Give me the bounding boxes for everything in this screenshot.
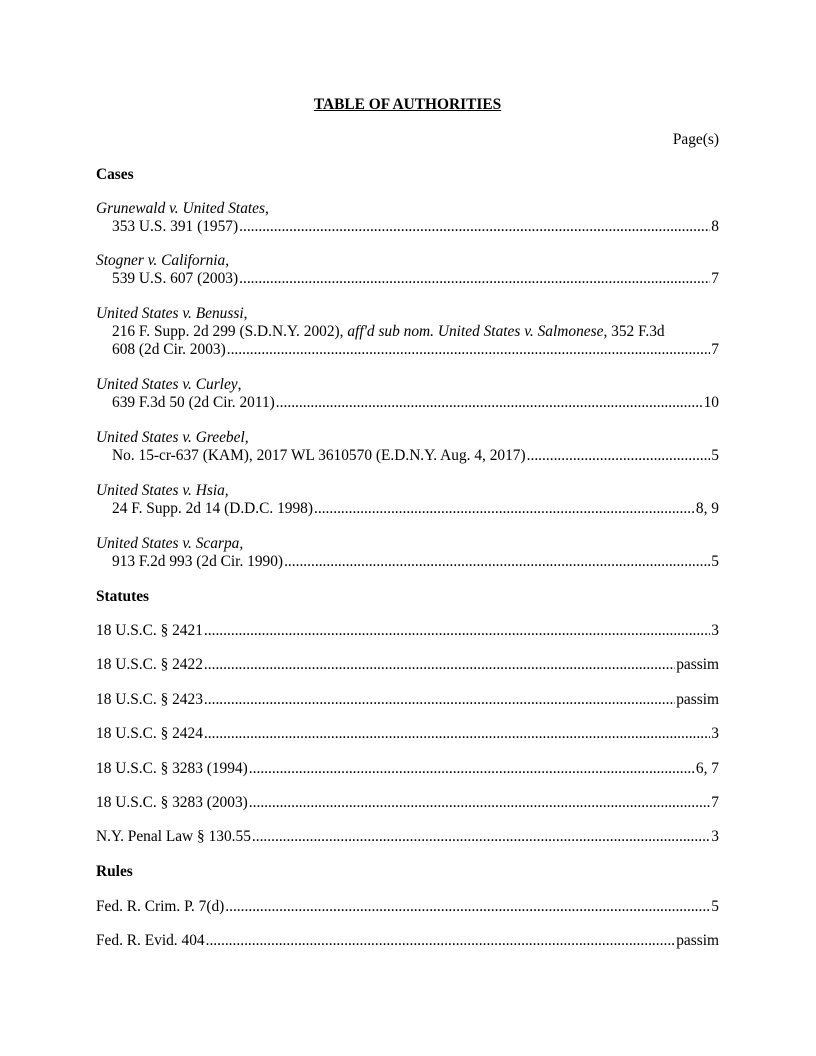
case-citation-line [96, 553, 719, 571]
case-citation: 353 U.S. 391 (1957) [112, 218, 239, 235]
statute-citation: 18 U.S.C. § 2421 [96, 622, 203, 639]
page-reference: 5 [711, 447, 719, 464]
section-heading-cases: Cases [96, 166, 134, 183]
leader-dots [204, 622, 710, 640]
rule-entry [96, 898, 719, 916]
statute-entry [96, 691, 719, 709]
leader-dots [314, 500, 695, 518]
page-reference: 6, 7 [695, 760, 719, 777]
page-reference: 8 [711, 218, 719, 235]
case-citation: 24 F. Supp. 2d 14 (D.D.C. 1998) [112, 500, 313, 517]
case-name-line [96, 305, 247, 322]
case-name-suffix: , [243, 305, 248, 322]
case-citation-line-1 [96, 323, 719, 341]
page-reference: passim [676, 656, 719, 673]
leader-dots [204, 691, 675, 709]
page-reference: passim [676, 691, 719, 708]
statute-citation: 18 U.S.C. § 3283 (1994) [96, 760, 248, 777]
statute-citation: 18 U.S.C. § 2422 [96, 656, 203, 673]
case-entry [96, 376, 719, 412]
case-citation-line [96, 270, 719, 288]
case-entry [96, 429, 719, 465]
case-name-line [96, 429, 249, 446]
case-name: Grunewald v. United States [96, 200, 265, 217]
statute-entry [96, 622, 719, 640]
page-reference: 8, 9 [695, 500, 719, 517]
case-entry [96, 252, 719, 288]
rule-citation: Fed. R. Evid. 404 [96, 932, 205, 949]
subsequent-history: aff'd sub nom. United States v. Salmonese [347, 323, 604, 340]
case-name: United States v. Scarpa, [96, 535, 244, 552]
case-name-suffix: , [265, 200, 269, 217]
statute-citation: 18 U.S.C. § 2423 [96, 691, 203, 708]
page-reference: 3 [711, 828, 719, 845]
leader-dots [204, 725, 710, 743]
page-reference: 7 [711, 794, 719, 811]
page-reference: 10 [703, 394, 719, 411]
case-name-line [96, 482, 229, 499]
leader-dots [227, 341, 711, 359]
case-name: Stogner v. California, [96, 252, 230, 269]
case-citation-line [96, 500, 719, 518]
leader-dots [206, 932, 676, 950]
leader-dots [527, 447, 711, 465]
section-heading-rules: Rules [96, 863, 133, 880]
statute-entry [96, 760, 719, 778]
statute-entry [96, 725, 719, 743]
leader-dots [276, 394, 703, 412]
page-reference: 5 [711, 553, 719, 570]
leader-dots [252, 828, 710, 846]
page-reference: 3 [711, 725, 719, 742]
case-entry [96, 535, 719, 571]
case-entry [96, 305, 719, 359]
case-citation: 608 (2d Cir. 2003) [112, 341, 226, 358]
case-citation-line [96, 218, 719, 236]
statute-entry [96, 828, 719, 846]
case-citation: 539 U.S. 607 (2003) [112, 270, 239, 287]
leader-dots [239, 218, 710, 236]
case-name: United States v. Benussi [96, 305, 244, 322]
statute-entry [96, 794, 719, 812]
case-citation-part: 216 F. Supp. 2d 299 (S.D.N.Y. 2002), [112, 323, 348, 340]
leader-dots [239, 270, 710, 288]
case-name-line [96, 535, 243, 552]
leader-dots [204, 656, 675, 674]
case-name: United States v. Hsia, [96, 482, 229, 499]
leader-dots [284, 553, 710, 571]
page-column-label: Page(s) [672, 131, 719, 148]
leader-dots [225, 898, 710, 916]
case-entry [96, 482, 719, 518]
case-citation-part: , 352 F.3d [603, 323, 665, 340]
statute-citation: 18 U.S.C. § 3283 (2003) [96, 794, 248, 811]
page-reference: 7 [711, 270, 719, 287]
case-citation-line [96, 394, 719, 412]
case-citation: 913 F.2d 993 (2d Cir. 1990) [112, 553, 284, 570]
statute-citation: N.Y. Penal Law § 130.55 [96, 828, 251, 845]
case-citation: No. 15-cr-637 (KAM), 2017 WL 3610570 (E.D.N.Y. Aug. 4, 2017) [112, 447, 526, 464]
page-title: TABLE OF AUTHORITIES [313, 96, 502, 113]
statute-entry [96, 656, 719, 674]
case-citation-line [96, 341, 719, 359]
page-reference: 7 [711, 341, 719, 358]
case-name-line [96, 252, 229, 269]
statute-citation: 18 U.S.C. § 2424 [96, 725, 203, 742]
leader-dots [249, 760, 695, 778]
case-name: United States v. Curley [96, 376, 238, 393]
case-name-line [96, 200, 269, 217]
leader-dots [249, 794, 711, 812]
section-heading-statutes: Statutes [96, 588, 150, 605]
rule-entry [96, 932, 719, 950]
page-reference: 5 [711, 898, 719, 915]
case-name: United States v. Greebel, [96, 429, 249, 446]
case-entry [96, 200, 719, 236]
case-name-suffix: , [237, 376, 242, 393]
page-reference: 3 [711, 622, 719, 639]
page-reference: passim [676, 932, 719, 949]
case-name-line [96, 376, 241, 393]
case-citation: 639 F.3d 50 (2d Cir. 2011) [112, 394, 275, 411]
case-citation-line [96, 447, 719, 465]
rule-citation: Fed. R. Crim. P. 7(d) [96, 898, 225, 915]
